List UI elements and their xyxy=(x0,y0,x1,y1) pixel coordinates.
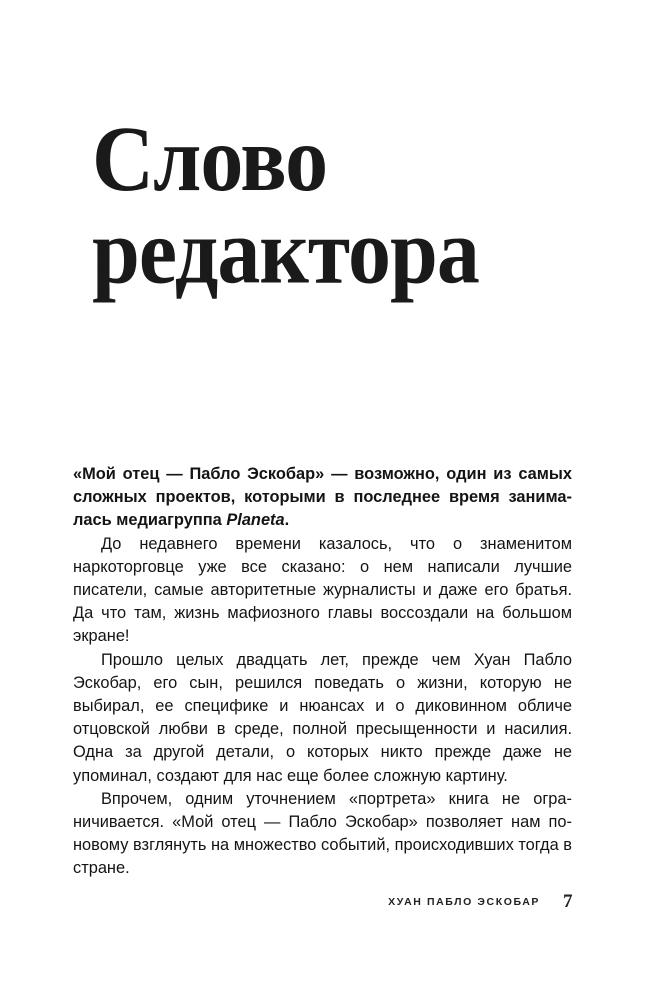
page-footer xyxy=(0,893,645,913)
running-head: ХУАН ПАБЛО ЭСКОБАР xyxy=(388,896,540,908)
lead-end: . xyxy=(284,511,290,530)
lead-paragraph xyxy=(73,463,572,533)
chapter-title-line-1: Слово xyxy=(92,106,328,211)
chapter-title xyxy=(92,106,612,304)
paragraph: Впрочем, одним уточнением «портрета» книга не ограничивается. «Мой отец — Пабло Эскобар» позволяет нам по-новому взглянуть на множество событий, происходивших тогда в стране. xyxy=(73,789,572,878)
lead-brand: Planeta xyxy=(226,511,285,530)
page-number: 7 xyxy=(563,891,573,912)
body-text xyxy=(73,463,572,881)
paragraph: До недавнего времени казалось, что о знаменитом наркоторговце уже все сказано: о нем написали лучшие писатели, самые авторитетные журналисты и даже его братья. Да что там, жизнь мафиозного главы воссоздали на большом экране! xyxy=(73,534,572,646)
paragraph: Прошло целых двадцать лет, прежде чем Хуан Пабло Эскобар, его сын, решился поведать о жизни, которую не выбирал, ее специфике и нюансах и о диковинном обличе отцовской любви в среде, полной пресыщенности и насилия. Одна за другой детали, о которых никто прежде даже не упоминал, создают для нас еще более сложную картину. xyxy=(73,650,572,785)
lead-text: «Мой отец — Пабло Эскобар» — возможно, один из самых сложных проектов, которыми в последнее время занималась медиагруппа xyxy=(73,465,572,530)
chapter-title-line-2: редактора xyxy=(92,199,479,304)
